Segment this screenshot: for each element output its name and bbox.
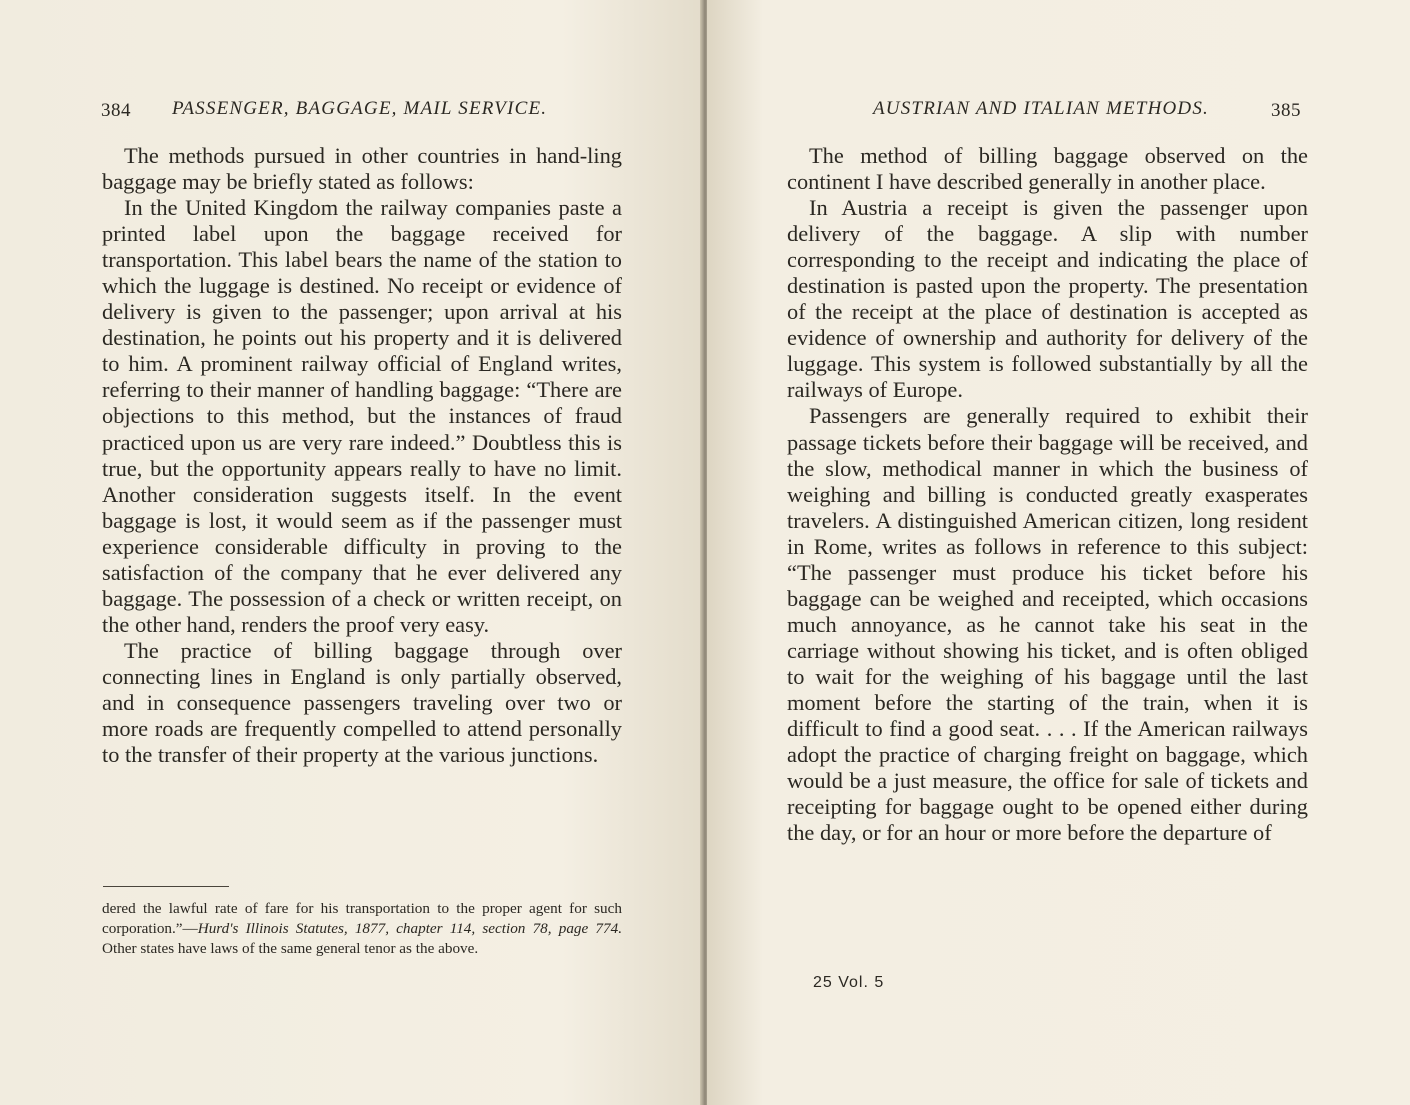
left-body-text — [102, 143, 622, 768]
signature-mark: 25 Vol. 5 — [813, 974, 885, 991]
footnote-citation: Hurd's Illinois Statutes, 1877, chapter 114, section 78, page 774. — [197, 920, 622, 937]
right-paragraph-2: In Austria a receipt is given the passenger upon delivery of the baggage. A slip with number corresponding to the receipt and indicating the place of destination is pasted upon the property. The presentation of the receipt at the place of destination is accepted as evidence of ownership and authority for delivery of the luggage. This system is followed substantially by all the railways of Europe. — [787, 195, 1308, 403]
left-page-number: 384 — [101, 100, 131, 121]
footnote-text-before: dered the lawful rate of fare for his transportation to the proper agent for such corporation.”— — [102, 900, 622, 937]
left-running-head: PASSENGER, BAGGAGE, MAIL SERVICE. — [172, 98, 548, 119]
left-page — [0, 0, 703, 1105]
right-running-head: AUSTRIAN AND ITALIAN METHODS. — [873, 98, 1209, 119]
right-paragraph-1: The method of billing baggage observed on the continent I have described generally in another place. — [787, 143, 1308, 195]
right-page-number: 385 — [1271, 100, 1301, 121]
footnote — [102, 899, 622, 959]
footnote-rule — [103, 886, 229, 887]
right-page — [707, 0, 1410, 1105]
right-body-text — [787, 143, 1308, 846]
left-paragraph-1: The methods pursued in other countries in hand-ling baggage may be briefly stated as follows: — [102, 143, 622, 195]
left-paragraph-3: The practice of billing baggage through over connecting lines in England is only partially observed, and in consequence passengers traveling over two or more roads are frequently compelled to attend personally to the transfer of their property at the various junctions. — [102, 637, 622, 768]
footnote-text-after: Other states have laws of the same general tenor as the above. — [102, 940, 479, 957]
left-paragraph-2: In the United Kingdom the railway companies paste a printed label upon the baggage received for transportation. This label bears the name of the station to which the luggage is destined. No receipt or evidence of delivery is given to the passenger; upon arrival at his destination, he points out his property and it is delivered to him. A prominent railway official of England writes, referring to their manner of handling baggage: “There are objections to this method, but the instances of fraud practiced upon us are very rare indeed.” Doubtless this is true, but the opportunity appears really to have no limit. Another consideration suggests itself. In the event baggage is lost, it would seem as if the passenger must experience considerable difficulty in proving to the satisfaction of the company that he ever delivered any baggage. The possession of a check or written receipt, on the other hand, renders the proof very easy. — [102, 195, 622, 637]
right-paragraph-3: Passengers are generally required to exhibit their passage tickets before their baggage will be received, and the slow, methodical manner in which the business of weighing and billing is conducted greatly exasperates travelers. A distinguished American citizen, long resident in Rome, writes as follows in reference to this subject: “The passenger must produce his ticket before his baggage can be weighed and receipted, which occasions much annoyance, as he cannot take his seat in the carriage without showing his ticket, and is often obliged to wait for the weighing of his baggage until the last moment before the starting of the train, when it is difficult to find a good seat. . . . If the American railways adopt the practice of charging freight on baggage, which would be a just measure, the office for sale of tickets and receipting for baggage ought to be opened either during the day, or for an hour or more before the departure of — [787, 403, 1308, 846]
